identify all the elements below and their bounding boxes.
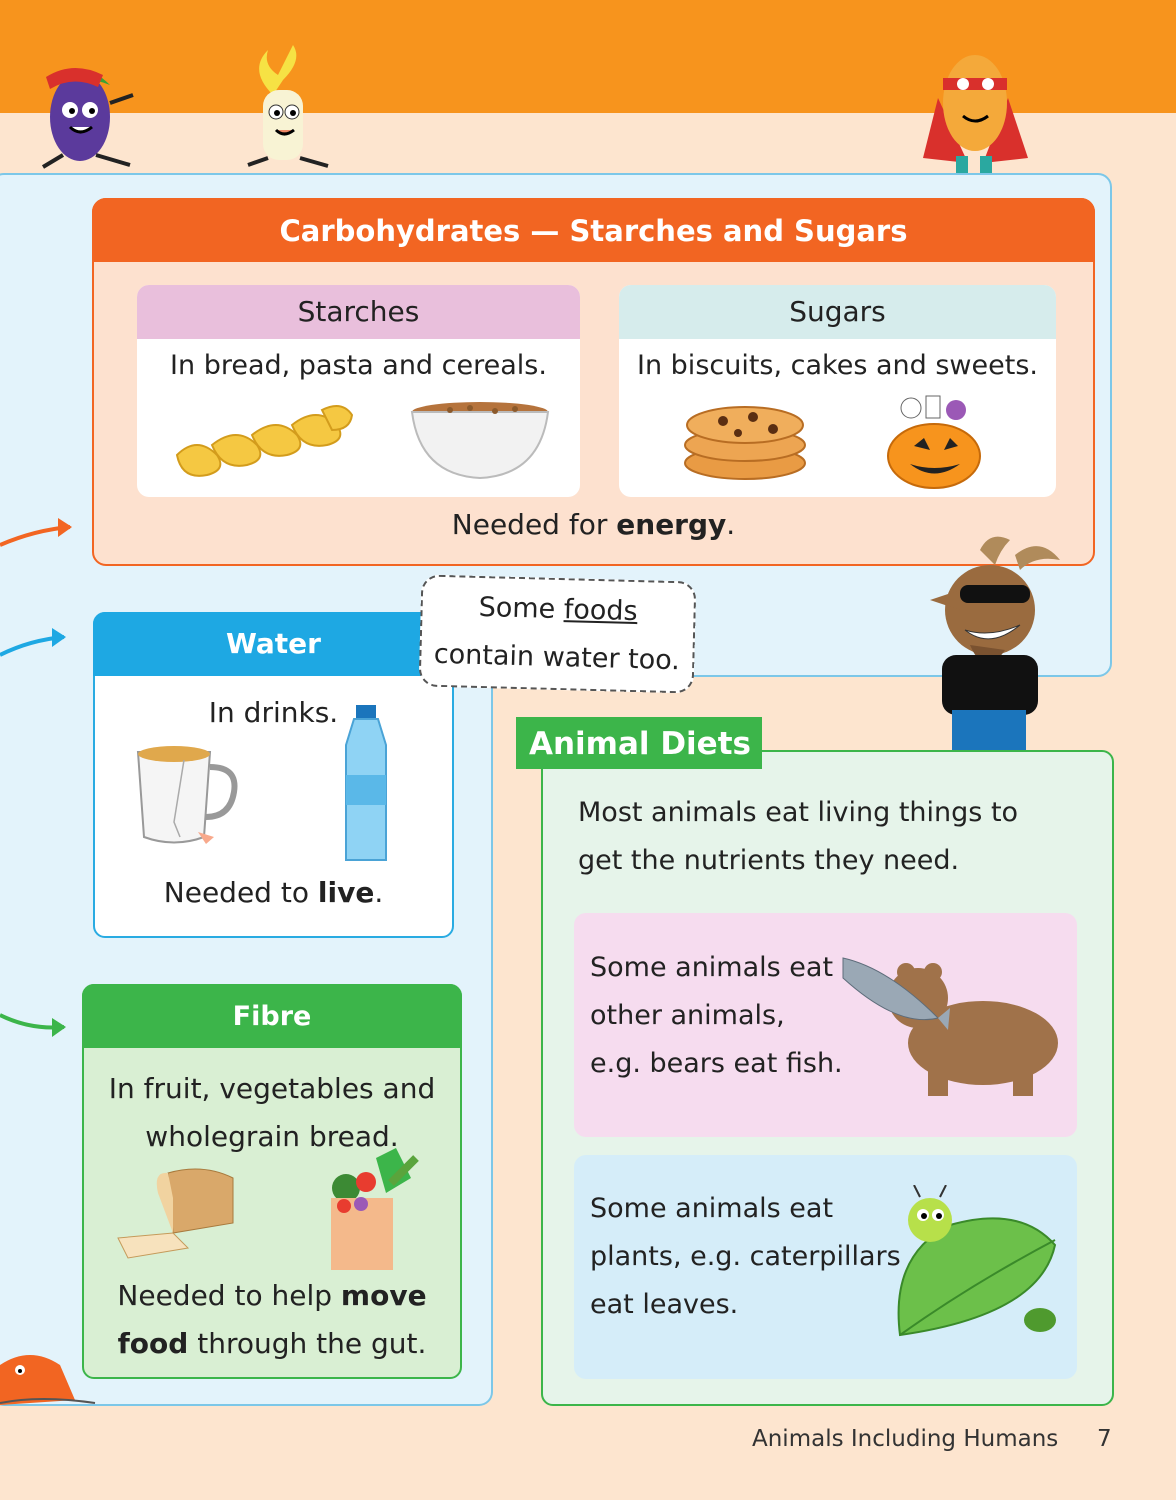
aubergine-character-icon — [18, 55, 143, 170]
herbivore-text: Some animals eat plants, e.g. caterpillars eat leaves. — [590, 1193, 901, 1320]
pumpkin-sweets-icon — [886, 388, 986, 490]
bread-icon — [113, 1163, 238, 1263]
water-needed: Needed to live. — [163, 876, 384, 909]
pasta-icon — [172, 400, 357, 485]
arrow-carbs-icon — [0, 515, 75, 555]
water-text: In drinks. — [208, 696, 339, 729]
cereal-bowl-icon — [410, 400, 550, 480]
banana-character-icon — [218, 40, 343, 170]
fibre-title: Fibre — [82, 984, 462, 1048]
arrow-fibre-icon — [0, 1005, 70, 1045]
carrot-character-icon — [0, 1345, 100, 1410]
carnivore-text: Some animals eat other animals, e.g. bears eat fish. — [590, 952, 843, 1079]
potato-superhero-icon — [918, 38, 1033, 178]
water-bottle-icon — [340, 705, 392, 865]
arrow-water-icon — [0, 625, 70, 665]
caterpillar-leaf-icon — [890, 1185, 1062, 1340]
animal-diets-intro: Most animals eat living things to get the nutrients they need. — [578, 797, 1019, 876]
footer-section-title: Animals Including Humans — [752, 1426, 1059, 1452]
mug-icon — [134, 742, 242, 850]
carbs-needed: Needed for energy. — [451, 508, 736, 541]
water-title: Water — [93, 612, 454, 676]
fibre-text: In fruit, vegetables and wholegrain bread. — [108, 1072, 436, 1153]
carbohydrates-title: Carbohydrates — Starches and Sugars — [92, 198, 1095, 262]
animal-diets-title: Animal Diets — [516, 717, 762, 769]
starches-text: In bread, pasta and cereals. — [170, 350, 547, 381]
cookies-icon — [683, 403, 808, 483]
sugars-heading: Sugars — [619, 285, 1056, 339]
goat-character-icon — [920, 530, 1065, 750]
water-speech-bubble: Some foods contain water too. — [419, 574, 697, 693]
fibre-needed: Needed to help move food through the gut. — [117, 1279, 427, 1360]
page-number: 7 — [1097, 1426, 1112, 1452]
starches-heading: Starches — [137, 285, 580, 339]
vegetable-bag-icon — [316, 1148, 426, 1273]
bear-fish-icon — [838, 948, 1066, 1100]
sugars-text: In biscuits, cakes and sweets. — [637, 350, 1038, 381]
